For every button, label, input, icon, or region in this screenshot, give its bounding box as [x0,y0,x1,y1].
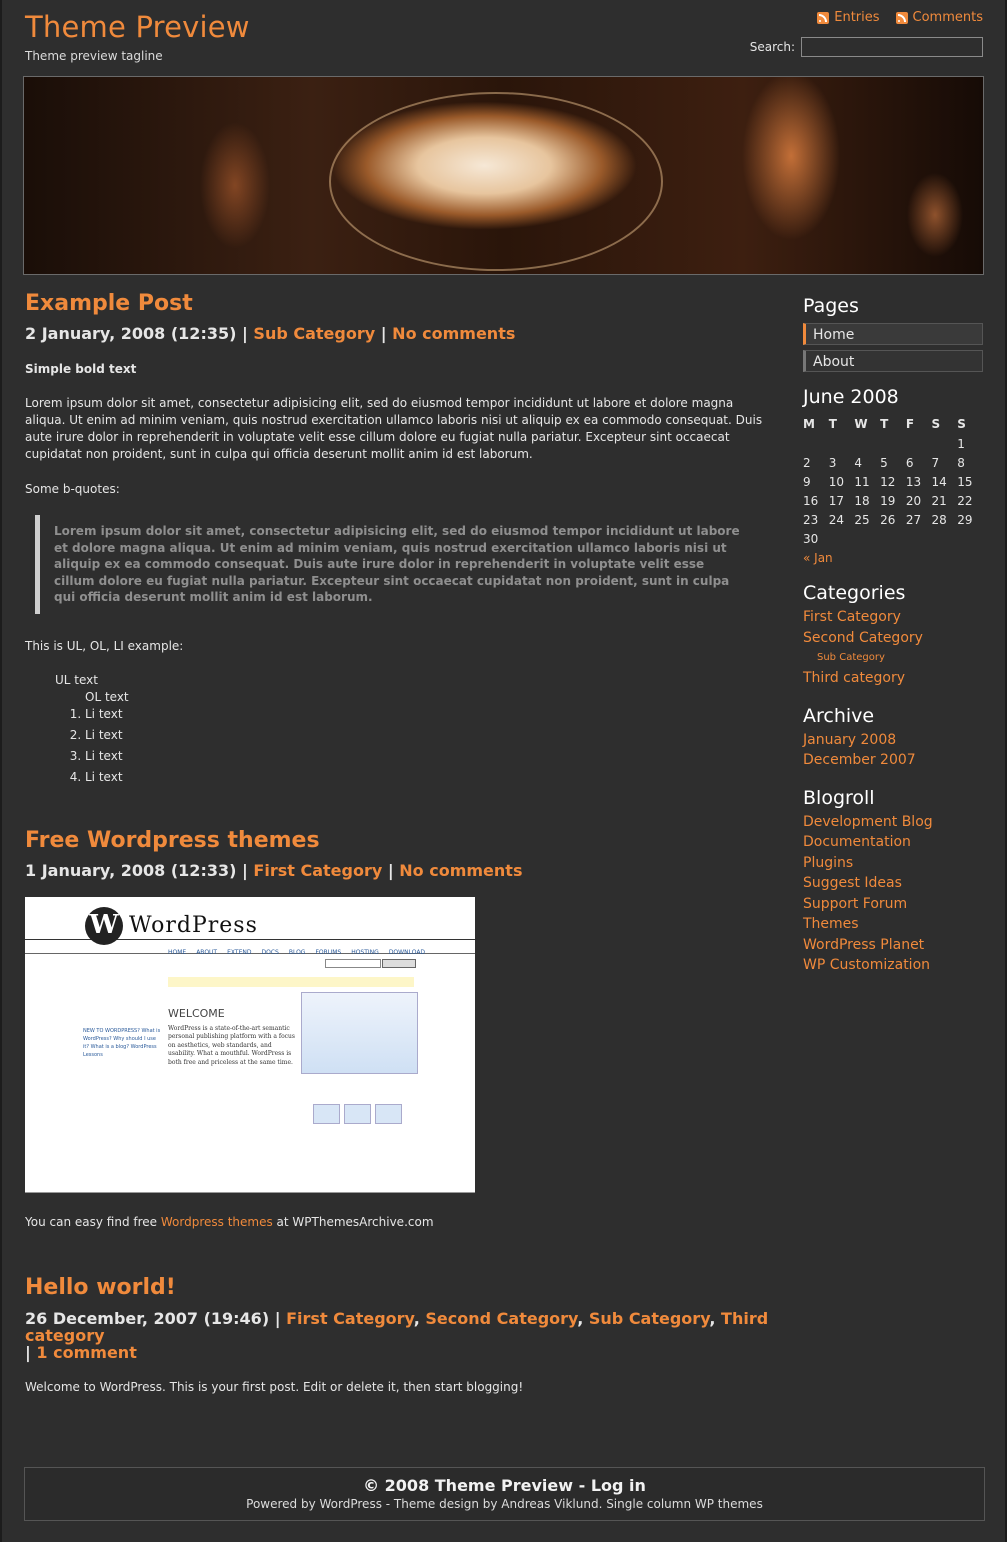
footer-copyright[interactable]: © 2008 Theme Preview - Log in [363,1476,646,1495]
post-title[interactable]: Free Wordpress themes [25,827,320,853]
calendar-day: 20 [905,493,922,508]
blogroll-heading: Blogroll [803,786,875,809]
screenshot-nav-item: FORUMS [315,948,342,956]
calendar-day-name: S [957,416,966,431]
post-paragraph [25,1214,770,1231]
screenshot-text: WordPress is a state-of-the-art semantic personal publishing platform with a focus on aesthetics, web standards, and usability. What a mouthful. WordPress is both free and priceless at the same time. [168,1024,295,1066]
post-text: You can easy find free [25,1214,158,1229]
calendar-day: 2 [803,455,811,470]
calendar-day: 16 [803,493,819,508]
category-link[interactable]: Third category [803,670,906,686]
blockquote: Lorem ipsum dolor sit amet, consectetur adipisicing elit, sed do eiusmod tempor incididunt ut labore et dolore magna aliqua. Ut enim ad minim veniam, quis nostrud exercitation ullamco laboris nisi ut aliquip ex ea commodo consequat. Duis aute irure dolor in reprehenderit in voluptate velit esse cillum dolore eu fugiat nulla pariatur. Excepteur sint occaecat cupidatat non proident, sunt in culpa qui officia deserunt mollit anim id est laborum. [35,515,756,614]
calendar-day [932,434,958,453]
screenshot-theme-preview [301,992,418,1074]
screenshot-search-button [382,959,416,968]
footer-credits[interactable]: Powered by WordPress - Theme design by Andreas Viklund. Single column WP themes [246,1497,763,1511]
calendar-day: 22 [957,493,973,508]
post-meta [25,1310,770,1361]
screenshot-thumbnail [375,1104,402,1124]
blogroll-link[interactable]: Plugins [803,854,854,871]
meta-comma: , [413,1308,420,1328]
meta-comma: , [577,1308,584,1328]
blogroll-link[interactable]: Documentation [803,834,911,850]
blogroll-link[interactable]: Suggest Ideas [803,875,902,891]
blogroll-link[interactable]: Support Forum [803,895,908,912]
entries-feed-link[interactable] [817,10,879,25]
blogroll-link[interactable]: WP Customization [803,957,931,973]
screenshot-thumbnail [313,1104,340,1124]
calendar-day [829,529,855,548]
list-example [25,672,770,786]
calendar-day: 15 [957,474,973,489]
list-intro: This is UL, OL, LI example: [25,638,184,653]
post-date: 2 January, 2008 (12:35) [25,324,237,343]
calendar-prev-link[interactable]: « Jan [803,551,833,565]
bquotes-intro: Some b-quotes: [25,482,120,496]
calendar-day-name: W [854,416,868,431]
calendar-day [880,529,906,548]
screenshot-nav-item: ABOUT [196,948,218,956]
meta-separator: | [25,1342,31,1362]
calendar-day: 13 [905,474,922,489]
category-link[interactable]: Second Category [803,629,923,646]
calendar-day: 27 [905,512,922,527]
post-bold-text: Simple bold text [25,362,137,376]
calendar-day: 8 [957,455,965,470]
calendar-day: 17 [828,493,844,508]
calendar-heading: June 2008 [803,386,899,408]
calendar-day-name: T [828,416,837,431]
list-item: 4. Li text [85,769,770,786]
footer [24,1467,985,1521]
screenshot-thumbnails [313,1104,402,1124]
post-title[interactable]: Hello world! [25,1274,176,1300]
screenshot-nav-item: DOCS [261,948,279,956]
wordpress-themes-link[interactable]: Wordpress themes [160,1214,273,1229]
archive-list [803,730,983,771]
post-category-link[interactable]: Second Category [425,1308,578,1328]
screenshot-thumbnail [344,1104,371,1124]
calendar-day: 25 [854,512,870,527]
screenshot-nav-item: HOSTING [351,948,379,956]
calendar-day: 5 [880,455,888,470]
blogroll-link[interactable]: Development Blog [803,813,933,830]
comments-feed-label: Comments [912,10,983,25]
calendar-day: 12 [880,474,896,489]
calendar-day: 23 [803,512,819,527]
archive-heading: Archive [803,704,875,727]
list-item: 1. Li text [85,706,770,723]
post-category-link[interactable]: Third category [25,1308,769,1345]
post-category-link[interactable]: First Category [286,1308,414,1328]
blogroll-link[interactable]: Themes [803,916,859,932]
wordpress-logo [85,907,258,945]
screenshot-nav-item: DOWNLOAD [388,948,426,956]
ordered-list [55,706,770,786]
header-banner-image [23,76,984,275]
categories-heading: Categories [803,582,906,604]
comments-feed-link[interactable] [896,10,983,25]
post-paragraph: Lorem ipsum dolor sit amet, consectetur adipisicing elit, sed do eiusmod tempor incididunt ut labore et dolore magna aliqua. Ut enim ad minim veniam, quis nostrud exercitation ullamco laboris nisi ut aliquip ex ea commodo consequat. Duis aute irure dolor in reprehenderit in voluptate velit esse cillum dolore eu fugiat nulla pariatur. Excepteur sint occaecat cupidatat non proident, sunt in culpa qui officia deserunt mollit anim id est laborum. [25,396,763,461]
meta-separator: | [242,324,248,343]
post [25,290,770,786]
calendar-day: 21 [931,493,947,508]
wordpress-logo-icon: W [85,907,123,945]
calendar-day-name: F [905,416,915,431]
post-comments-link[interactable]: 1 comment [36,1342,137,1362]
blogroll-link[interactable]: WordPress Planet [803,936,925,953]
calendar-day: 18 [854,493,870,508]
categories-list [803,607,983,689]
banner-ring-decoration [329,92,663,271]
calendar-day-name: T [880,416,889,431]
meta-separator: | [387,860,394,880]
calendar-day: 19 [880,493,896,508]
ul-text: UL text [55,672,98,687]
calendar-day [906,529,932,548]
calendar-day [803,434,829,453]
main-content [25,290,770,1396]
ol-text: OL text [85,689,129,704]
rss-icon [896,12,908,24]
calendar-week-row [803,529,983,548]
calendar-day [906,434,932,453]
post-meta [25,861,770,881]
feed-links [817,10,983,25]
post-paragraph: Welcome to WordPress. This is your first post. Edit or delete it, then start blogging! [25,1379,524,1394]
calendar-day: 6 [905,455,914,470]
post-category-link[interactable]: Sub Category [253,324,376,343]
post [25,827,770,1231]
screenshot-nav-item: EXTEND [227,948,252,956]
calendar-day: 14 [931,474,947,489]
calendar-day: 28 [931,512,947,527]
page [2,0,1005,1542]
calendar-week-row [803,472,983,491]
calendar-day [854,434,880,453]
calendar-day [957,529,983,548]
entries-feed-label: Entries [834,10,880,25]
calendar-day: 7 [931,455,940,470]
post-meta [25,324,770,344]
meta-separator: | [380,324,387,343]
calendar-week-row [803,453,983,472]
list-item: 2. Li text [85,727,770,744]
post-date: 26 December, 2007 (19:46) [25,1308,270,1328]
calendar-day: 30 [803,531,819,546]
meta-separator: | [242,860,248,880]
meta-separator: | [274,1308,281,1328]
search-input[interactable] [801,37,983,57]
calendar-day: 9 [803,474,811,489]
calendar-day: 4 [854,455,863,470]
search-label: Search: [749,40,795,54]
calendar-day [829,434,855,453]
wordpress-screenshot-image [25,897,475,1193]
calendar-day: 11 [854,474,870,489]
post-date: 1 January, 2008 (12:33) [25,860,237,880]
category-link[interactable]: First Category [803,609,901,625]
pages-heading: Pages [803,295,859,317]
site-tagline: Theme preview tagline [25,49,163,63]
calendar-day: 24 [828,512,844,527]
calendar-day [932,529,958,548]
post-comments-link[interactable]: No comments [399,860,523,880]
subcategory-link[interactable]: Sub Category [817,652,885,663]
calendar-day [854,529,880,548]
post-category-link[interactable]: Sub Category [588,1308,710,1328]
post-category-link[interactable]: First Category [253,860,383,880]
calendar-day: 29 [957,512,973,527]
calendar-day: 3 [828,455,837,470]
site-title[interactable]: Theme Preview [25,10,250,44]
blogroll-list [803,812,983,976]
screenshot-sidebar: NEW TO WORDPRESS? What is WordPress? Why should I use it? What is a blog? WordPress Lessons [83,1027,161,1058]
wordpress-logo-text: WordPress [129,913,258,938]
archive-link[interactable]: January 2008 [803,731,897,748]
calendar-week-row [803,510,983,529]
calendar-week-row [803,491,983,510]
post-title[interactable]: Example Post [25,291,193,316]
sidebar [803,292,983,976]
post [25,1274,770,1396]
calendar-day-name: M [803,416,815,431]
meta-comma: , [709,1308,716,1328]
post-text: at WPThemesArchive.com [276,1214,434,1229]
calendar [803,413,983,548]
calendar-header-row [803,413,983,434]
archive-link[interactable]: December 2007 [803,752,916,768]
post-comments-link[interactable]: No comments [392,324,516,343]
calendar-day: 10 [828,474,844,489]
screenshot-nav-item: BLOG [288,948,306,956]
calendar-day: 26 [880,512,896,527]
calendar-week-row [803,434,983,453]
calendar-day [880,434,906,453]
search-form [750,37,983,57]
rss-icon [817,12,829,24]
page-link-about[interactable]: About [803,350,983,372]
calendar-day: 1 [957,436,965,451]
screenshot-notice-bar [168,977,414,987]
list-item: 3. Li text [85,748,770,765]
screenshot-nav-item: HOME [168,948,187,956]
page-link-home[interactable]: Home [803,323,983,345]
screenshot-search-box [325,959,381,968]
calendar-day-name: S [931,416,941,431]
screenshot-welcome: WELCOME [168,1006,225,1020]
